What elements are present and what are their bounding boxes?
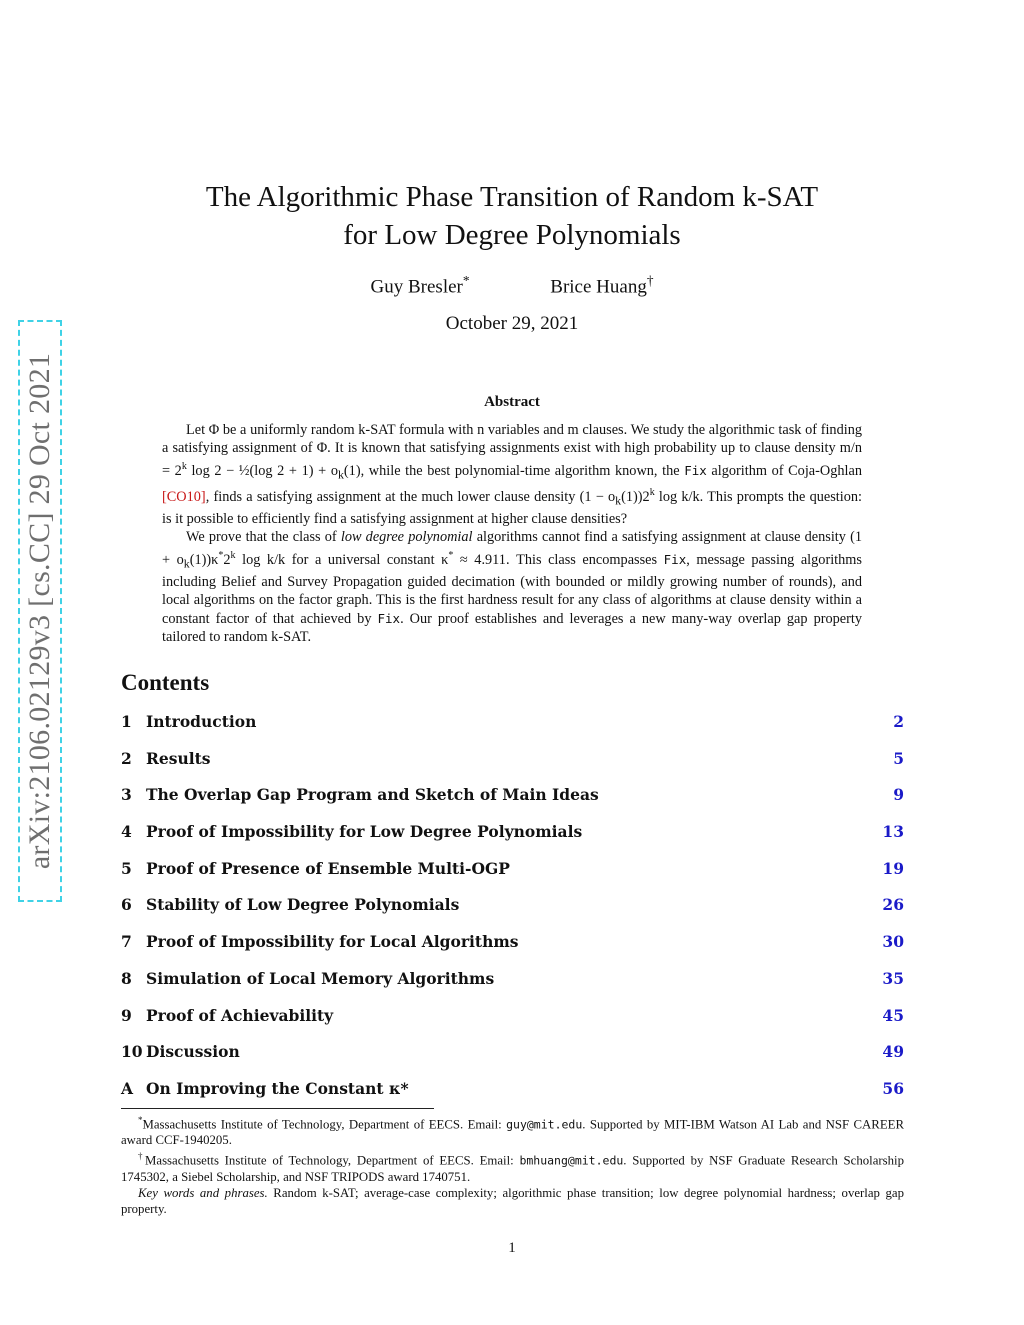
abstract-heading: Abstract bbox=[484, 394, 540, 410]
toc-entry[interactable]: 2 Results 5 bbox=[121, 748, 904, 768]
toc-entry[interactable]: 1 Introduction 2 bbox=[121, 712, 904, 731]
footnote-1: *Massachusetts Institute of Technology, Department of EECS. Email: guy@mit.edu. Supported by MIT-IBM Watson AI Lab and NSF CAREER award CCF-1940205. bbox=[121, 1115, 905, 1148]
paper-title bbox=[0, 178, 1024, 254]
title-line-1: The Algorithmic Phase Transition of Random k-SAT bbox=[205, 181, 819, 213]
email-link[interactable]: guy@mit.edu bbox=[506, 1117, 583, 1132]
toc-page-link[interactable]: 5 bbox=[893, 748, 904, 768]
toc-page-link[interactable]: 2 bbox=[893, 712, 904, 731]
author-bresler: Guy Bresler* bbox=[370, 273, 470, 298]
footnote-mark[interactable]: † bbox=[646, 273, 654, 288]
toc-entry[interactable]: 4 Proof of Impossibility for Low Degree Polynomials 13 bbox=[121, 822, 904, 842]
toc-page-link[interactable]: 30 bbox=[882, 932, 904, 952]
page-number: 1 bbox=[508, 1240, 516, 1256]
table-of-contents bbox=[121, 712, 904, 1116]
toc-page-link[interactable]: 19 bbox=[882, 858, 904, 878]
toc-entry[interactable]: 9 Proof of Achievability 45 bbox=[121, 1005, 904, 1025]
toc-entry[interactable]: 5 Proof of Presence of Ensemble Multi-OGP 19 bbox=[121, 858, 904, 878]
keywords: Key words and phrases. Random k-SAT; average-case complexity; algorithmic phase transition; low degree polynomial hardness; overlap gap property. bbox=[121, 1185, 904, 1216]
toc-page-link[interactable]: 56 bbox=[882, 1078, 904, 1098]
abstract-paragraph-1: Let Φ be a uniformly random k-SAT formula with n variables and m clauses. We study the algorithmic task of finding a satisfying assignment of Φ. It is known that satisfying assignments exist with high probability up to clause density $m/n = 2^k$ log 2 − ½(log $2 + 1) + o_k(1)$, while the best polynomial-time algorithm known, the Fix algorithm of Coja-Oghlan [CO10], finds a satisfying assignment at the much lower clause density $(1 - o_k(1))2^k$ log k/k. This prompts the question: is it possible to efficiently find a satisfying assignment at higher clause densities? bbox=[162, 422, 862, 527]
arxiv-identifier[interactable]: arXiv:2106.02129v3 [cs.CC] 29 Oct 2021 bbox=[23, 352, 56, 870]
toc-page-link[interactable]: 35 bbox=[882, 968, 904, 988]
toc-entry[interactable]: 10 Discussion 49 bbox=[121, 1042, 904, 1062]
toc-page-link[interactable]: 49 bbox=[882, 1042, 904, 1062]
fix-code: Fix bbox=[684, 462, 707, 478]
toc-page-link[interactable]: 13 bbox=[882, 822, 904, 842]
fix-code: Fix bbox=[377, 610, 401, 626]
email-link[interactable]: bmhuang@mit.edu bbox=[519, 1153, 624, 1168]
title-line-2: for Low Degree Polynomials bbox=[343, 219, 681, 251]
footnote-mark[interactable]: * bbox=[462, 273, 470, 288]
abstract-body bbox=[162, 421, 862, 646]
toc-entry[interactable]: A On Improving the Constant κ* 56 bbox=[121, 1078, 904, 1098]
author-list bbox=[0, 273, 1024, 298]
toc-entry[interactable]: 8 Simulation of Local Memory Algorithms 35 bbox=[121, 968, 904, 988]
footnote-2: †Massachusetts Institute of Technology, Department of EECS. Email: bmhuang@mit.edu. Supported by NSF Graduate Research Scholarship 1745302, a Siebel Scholarship, and NSF TRIPODS award 1740751. bbox=[121, 1151, 904, 1184]
paper-date: October 29, 2021 bbox=[445, 313, 579, 334]
citation-co10[interactable]: [CO10] bbox=[162, 488, 206, 505]
author-huang: Brice Huang† bbox=[550, 273, 654, 298]
toc-page-link[interactable]: 9 bbox=[893, 785, 904, 805]
abstract-paragraph-2: We prove that the class of low degree polynomial algorithms cannot find a satisfying assignment at clause density $(1 + o_k(1))\kappa^*2^k$ log k/k for a universal constant κ* ≈ 4.911. This class encompasses Fix, message passing algorithms including Belief and Survey Propagation guided decimation (with bounded or mildly growing number of rounds), and local algorithms on the factor graph. This is the first hardness result for any class of algorithms at clause density within a constant factor of that achieved by Fix. Our proof establishes and leverages a new many-way overlap gap property tailored to random k-SAT. bbox=[162, 529, 862, 645]
footnote-divider bbox=[121, 1108, 434, 1109]
toc-entry[interactable]: 3 The Overlap Gap Program and Sketch of Main Ideas 9 bbox=[121, 785, 904, 805]
footnotes bbox=[121, 1112, 904, 1217]
contents-heading: Contents bbox=[121, 670, 210, 695]
toc-page-link[interactable]: 45 bbox=[882, 1005, 904, 1025]
toc-entry[interactable]: 7 Proof of Impossibility for Local Algorithms 30 bbox=[121, 932, 904, 952]
fix-code: Fix bbox=[663, 551, 687, 567]
toc-entry[interactable]: 6 Stability of Low Degree Polynomials 26 bbox=[121, 895, 904, 915]
toc-page-link[interactable]: 26 bbox=[882, 895, 904, 915]
